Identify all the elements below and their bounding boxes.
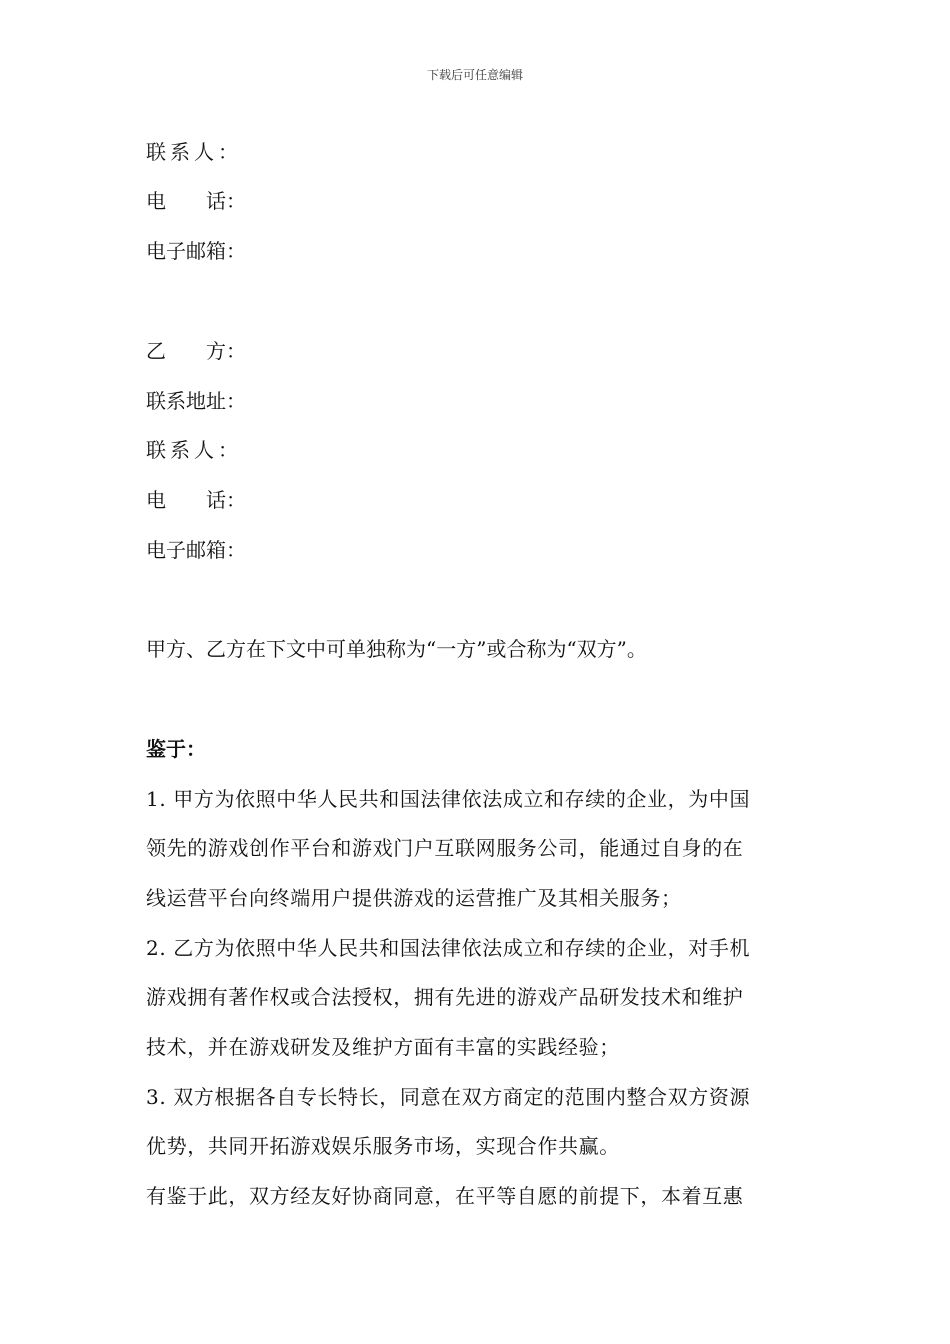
party-b-name-label — [146, 339, 246, 363]
party-a-phone-label — [146, 189, 246, 213]
party-b-contact-person-label: 联系人： — [146, 438, 242, 462]
phone-label-char-1: 电 — [146, 488, 166, 512]
whereas-line: 1. 甲方为依照中华人民共和国法律依法成立和存续的企业，为中国 — [146, 787, 751, 811]
whereas-line: 2. 乙方为依照中华人民共和国法律依法成立和存续的企业，对手机 — [146, 936, 751, 960]
whereas-line: 技术，并在游戏研发及维护方面有丰富的实践经验； — [146, 1035, 620, 1059]
party-b-address-label: 联系地址： — [146, 389, 246, 413]
whereas-line: 有鉴于此，双方经友好协商同意，在平等自愿的前提下，本着互惠 — [146, 1184, 744, 1208]
party-b-label-char-2: 方： — [206, 339, 246, 363]
phone-label-char-1: 电 — [146, 189, 166, 213]
page-header-note: 下载后可任意编辑 — [426, 68, 523, 82]
party-b-phone-label — [146, 488, 246, 512]
whereas-line: 3. 双方根据各自专长特长，同意在双方商定的范围内整合双方资源 — [146, 1085, 751, 1109]
whereas-line: 领先的游戏创作平台和游戏门户互联网服务公司，能通过自身的在 — [146, 836, 744, 860]
party-b-label-char-1: 乙 — [146, 339, 166, 363]
phone-label-char-2: 话： — [206, 488, 246, 512]
whereas-line: 游戏拥有著作权或合法授权，拥有先进的游戏产品研发技术和维护 — [146, 985, 744, 1009]
party-b-email-label: 电子邮箱： — [146, 538, 246, 562]
phone-label-char-2: 话： — [206, 189, 246, 213]
party-a-email-label: 电子邮箱： — [146, 239, 246, 263]
naming-sentence: 甲方、乙方在下文中可单独称为“一方”或合称为“双方”。 — [146, 637, 647, 661]
whereas-line: 优势，共同开拓游戏娱乐服务市场，实现合作共赢。 — [146, 1134, 620, 1158]
whereas-line: 线运营平台向终端用户提供游戏的运营推广及其相关服务； — [146, 886, 682, 910]
whereas-heading: 鉴于： — [146, 737, 206, 761]
party-a-contact-person-label: 联系人： — [146, 140, 242, 164]
